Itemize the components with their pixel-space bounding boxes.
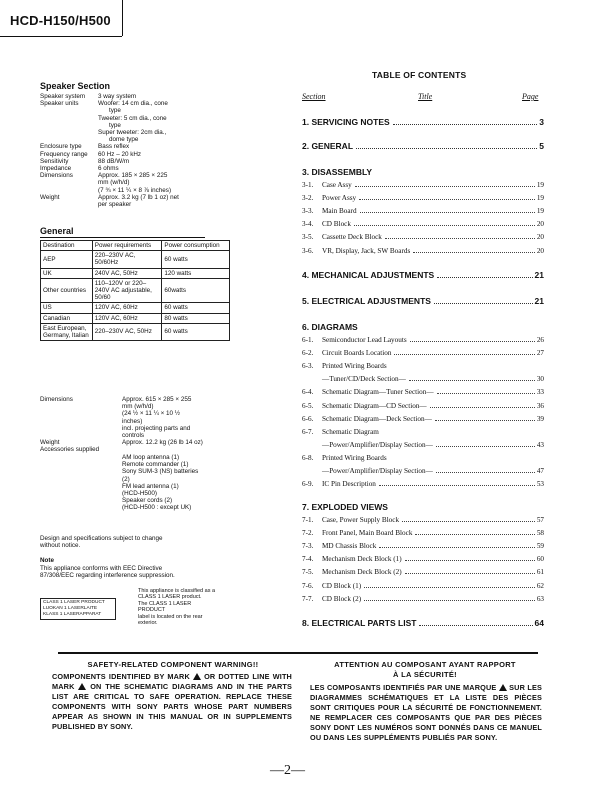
toc-leader: [379, 547, 535, 548]
table-cell: 60 watts: [162, 323, 230, 340]
toc-main-label: 4. MECHANICAL ADJUSTMENTS: [302, 270, 435, 280]
toc-page: 3: [539, 117, 544, 127]
spec-value-line: Woofer: 14 cm dia., cone: [98, 100, 168, 108]
toc-sub-number: 3-2.: [302, 194, 314, 203]
toc-leader: [359, 199, 535, 200]
spec-value-line: per speaker: [98, 201, 132, 209]
general-heading: General: [40, 226, 74, 236]
general-dimensions: [40, 396, 210, 446]
spec-key: Frequency range: [40, 150, 88, 158]
toc-sub-entry: [302, 247, 544, 255]
spec-value-line: Approx. 185 × 285 × 225: [98, 172, 168, 180]
toc-leader: [356, 148, 537, 149]
table-cell: 60watts: [162, 278, 230, 303]
accessories-label: Accessories supplied: [40, 446, 100, 453]
toc-sub-label: Mechanism Deck Block (2): [322, 568, 402, 577]
safety-heading-fr-2: À LA SÉCURITÉ!: [393, 670, 457, 679]
toc-sub-number: 6-8.: [302, 453, 314, 462]
toc-sub-entry: [302, 220, 544, 228]
toc-page: 36: [536, 401, 544, 410]
dim-key: Weight: [40, 439, 60, 447]
spec-value-line: Super tweeter: 2cm dia.,: [98, 129, 167, 137]
safety-heading-en: SAFETY-RELATED COMPONENT WARNING!!: [87, 660, 259, 669]
toc-leader: [394, 354, 534, 355]
toc-sub-label: Schematic Diagram—CD Section—: [322, 401, 427, 410]
spec-key: Speaker system: [40, 93, 86, 100]
toc-page: 39: [536, 414, 544, 423]
speaker-section-heading: Speaker Section: [40, 81, 111, 91]
warning-triangle-icon: [78, 683, 86, 690]
accessory-item: Speaker cords (2): [122, 497, 173, 505]
spec-value: [98, 93, 198, 100]
toc-sub-label: Schematic Diagram: [322, 427, 379, 436]
table-header-cell: Power consumption: [162, 241, 230, 251]
table-cell: Other countries: [41, 278, 93, 303]
toc-sub-number: 6-6.: [302, 414, 314, 423]
toc-page: 43: [536, 440, 544, 449]
laser-text-line: label is located on the rear: [138, 613, 203, 620]
spec-value: [98, 194, 198, 208]
toc-sub-number: 7-2.: [302, 529, 314, 538]
header-divider-vertical: [122, 0, 123, 36]
toc-sub-entry: [302, 542, 544, 550]
toc-main-6: [302, 322, 544, 332]
toc-main-3: [302, 167, 544, 177]
toc-sub-number: 3-6.: [302, 246, 314, 255]
accessory-item: AM loop antenna (1): [122, 454, 180, 461]
toc-sub-number: 6-7.: [302, 427, 314, 436]
table-row: [41, 251, 230, 268]
toc-sub-label: Schematic Diagram—Tuner Section—: [322, 388, 434, 397]
design-line: Design and specifications subject to change: [40, 535, 163, 542]
table-row: [41, 303, 230, 313]
toc-leader: [409, 380, 535, 381]
toc-page: 57: [536, 516, 544, 524]
toc-sub-number: 7-4.: [302, 555, 314, 564]
table-cell: 60 watts: [162, 251, 230, 268]
toc-sub-number: 6-1.: [302, 336, 314, 344]
accessory-item: (2): [122, 475, 130, 483]
toc-sub-label: Main Board: [322, 207, 357, 216]
toc-sub-label: MD Chassis Block: [322, 542, 377, 551]
eec-note: [40, 565, 175, 580]
toc-sub-label: Circuit Boards Location: [322, 349, 392, 358]
table-cell: UK: [41, 268, 93, 278]
toc-page: 5: [539, 141, 544, 151]
toc-page: 20: [536, 233, 544, 242]
toc-main-label: 3. DISASSEMBLY: [302, 167, 373, 177]
toc-sub-entry: [302, 480, 544, 488]
toc-page: 19: [536, 181, 544, 189]
laser-text-line: The CLASS 1 LASER PRODUCT: [138, 600, 192, 614]
safety-heading-fr: ATTENTION AU COMPOSANT AYANT RAPPORT: [334, 660, 516, 669]
toc-sub-label: CD Block (1): [322, 581, 362, 590]
toc-sub-entry: [302, 375, 544, 383]
toc-sub-label: IC Pin Description: [322, 480, 376, 489]
toc-sub-number: 6-2.: [302, 349, 314, 358]
safety-text-fr: LES COMPOSANTS IDENTIFIÉS PAR UNE MARQUE SUR LES DIAGRAMMES SCHÉMATIQUES ET LA LISTE DES PIÈCES SONT CRITIQUES POUR LA SÉCURITÉ DE FONCTIONNEMENT. NE REMPLACER CES COMPOSANTS QUE PAR DES PIÈCES SONY DONT LES NUMÉROS SONT DONNÉS DANS CE MANUEL OU DANS LES SUPPLÉMENTS PUBLIÉS PAR SONY.: [310, 683, 542, 742]
toc-leader: [415, 534, 534, 535]
spec-key: Sensitivity: [40, 157, 69, 165]
toc-leader: [364, 600, 535, 601]
toc-leader: [430, 407, 535, 408]
safety-text-en: COMPONENTS IDENTIFIED BY MARK OR DOTTED LINE WITH MARK ON THE SCHEMATIC DIAGRAMS AND IN THE PARTS LIST ARE CRITICAL TO SAFE OPERATION. REPLACE THESE COMPONENTS WITH SONY PARTS WHOSE PART NUMBERS APPEAR AS SHOWN IN THIS MANUAL OR IN SUPPLEMENTS PUBLISHED BY SONY.: [52, 672, 292, 731]
toc-page: 20: [536, 246, 544, 255]
spec-key: Impedance: [40, 165, 72, 173]
toc-sub-number: 6-4.: [302, 388, 314, 397]
spec-key: Weight: [40, 193, 60, 201]
table-cell: 220–230V AC, 50Hz: [92, 323, 162, 340]
toc-page: 58: [536, 529, 544, 538]
toc-main-label: 1. SERVICING NOTES: [302, 117, 390, 127]
laser-class-label: [40, 598, 116, 620]
toc-page: 26: [536, 336, 544, 344]
spec-row: [40, 194, 198, 208]
toc-sub-entry: [302, 582, 544, 590]
accessory-item: Sony SUM-3 (NS) batteries: [122, 468, 199, 476]
toc-page: 27: [536, 349, 544, 358]
table-cell: 110–120V or 220–240V AC adjustable, 50/60: [92, 278, 162, 303]
dim-value-line: controls: [122, 432, 145, 440]
table-cell: 80 watts: [162, 313, 230, 323]
spec-value: [98, 143, 198, 150]
note-line: 87/308/EEC regarding interference suppression.: [40, 572, 175, 580]
laser-label-line: CLASS 1 LASER PRODUCT: [43, 600, 105, 605]
toc-sub-label: Printed Wiring Boards: [322, 453, 387, 462]
toc-sub-entry: [302, 529, 544, 537]
spec-value-line: Tweeter: 5 cm dia., cone: [98, 114, 167, 122]
dim-value-line: inches): [122, 417, 143, 425]
toc-title: TABLE OF CONTENTS: [372, 70, 467, 80]
table-header-cell: Destination: [41, 241, 93, 251]
toc-leader: [364, 587, 535, 588]
accessory-item: FM lead antenna (1): [122, 482, 179, 490]
spec-value-line: 6 ohms: [98, 165, 119, 173]
toc-main-label: 6. DIAGRAMS: [302, 322, 358, 332]
toc-leader: [410, 341, 535, 342]
toc-sub-entry: [302, 362, 544, 370]
accessory-item: (HCD-H500): [122, 490, 157, 498]
note-line: This appliance conforms with EEC Directive: [40, 565, 163, 572]
toc-sub-number: 3-3.: [302, 207, 314, 216]
toc-sub-label: Cassette Deck Block: [322, 233, 382, 242]
toc-sub-label: —Power/Amplifier/Display Section—: [322, 440, 433, 449]
toc-sub-label: Case Assy: [322, 181, 352, 189]
toc-page: 47: [536, 467, 544, 475]
spec-value-line: mm (w/h/d): [98, 179, 130, 187]
toc-sub-label: Front Panel, Main Board Block: [322, 529, 413, 538]
spec-value-line: 60 Hz – 20 kHz: [98, 150, 142, 158]
spec-key: Dimensions: [40, 172, 73, 180]
table-cell: US: [41, 303, 93, 313]
toc-leader: [393, 124, 538, 125]
toc-sub-entry: [302, 568, 544, 576]
spec-value: [98, 158, 198, 165]
toc-sub-number: 7-1.: [302, 516, 314, 524]
toc-sub-label: Power Assy: [322, 194, 357, 203]
toc-sub-entry: [302, 349, 544, 357]
toc-sub-label: CD Block (2): [322, 594, 362, 603]
toc-leader: [437, 393, 535, 394]
toc-main-label: 2. GENERAL: [302, 141, 354, 151]
toc-sub-label: —Power/Amplifier/Display Section—: [322, 467, 433, 475]
toc-sub-entry: [302, 467, 544, 475]
spec-value-line: Approx. 3.2 kg (7 lb 1 oz) net: [98, 193, 179, 201]
toc-page: 20: [536, 220, 544, 229]
dim-row: [40, 396, 210, 439]
spec-row: [40, 151, 198, 158]
document-title: HCD-H150/H500: [10, 13, 111, 28]
toc-sub-number: 7-7.: [302, 594, 314, 603]
toc-page: 21: [534, 270, 544, 280]
toc-col-section: Section: [302, 92, 326, 101]
spec-value: [98, 100, 198, 143]
toc-sub-number: 3-5.: [302, 233, 314, 242]
laser-class-text: [138, 588, 218, 626]
toc-page: 62: [536, 581, 544, 590]
table-row: [41, 313, 230, 323]
toc-main-1: [302, 117, 544, 127]
toc-sub-number: 7-6.: [302, 581, 314, 590]
table-header-row: [41, 241, 230, 251]
table-cell: 60 watts: [162, 303, 230, 313]
spec-row: [40, 93, 198, 100]
table-cell: 120V AC, 60Hz: [92, 303, 162, 313]
toc-page: 63: [536, 594, 544, 603]
toc-sub-entry: [302, 428, 544, 436]
laser-label-line: LUOKAN 1 LASERLAITE: [43, 606, 98, 611]
spec-value: [98, 165, 198, 172]
toc-sub-number: 3-4.: [302, 220, 314, 229]
table-cell: Canadian: [41, 313, 93, 323]
toc-page: 59: [536, 542, 544, 551]
toc-page: 19: [536, 207, 544, 216]
spec-value-line: 88 dB/W/m: [98, 157, 130, 165]
toc-page: 60: [536, 555, 544, 564]
toc-sub-number: 6-3.: [302, 362, 314, 371]
bottom-rule: [58, 652, 538, 654]
spec-value-line: Bass reflex: [98, 143, 130, 151]
laser-text-line: exterior.: [138, 620, 158, 627]
warning-triangle-icon: [499, 684, 507, 691]
toc-main-2: [302, 141, 544, 151]
toc-sub-entry: [302, 207, 544, 215]
toc-leader: [437, 277, 532, 278]
toc-sub-entry: [302, 181, 544, 189]
toc-sub-number: 7-5.: [302, 568, 314, 577]
toc-sub-entry: [302, 516, 544, 524]
toc-main-5: [302, 296, 544, 306]
spec-value-line: type: [109, 107, 121, 115]
toc-sub-number: 3-1.: [302, 181, 314, 189]
accessories-list: [122, 454, 198, 512]
spec-value-line: 3 way system: [98, 93, 137, 100]
spec-value: [98, 151, 198, 158]
toc-leader: [436, 472, 535, 473]
toc-page: 30: [536, 375, 544, 384]
toc-sub-entry: [302, 595, 544, 603]
table-header-cell: Power requirements: [92, 241, 162, 251]
toc-page: 53: [536, 480, 544, 489]
dim-value-line: (24 ½ × 11 ¼ × 10 ½: [122, 410, 180, 418]
toc-main-8: [302, 618, 544, 628]
toc-leader: [405, 573, 535, 574]
toc-main-label: 5. ELECTRICAL ADJUSTMENTS: [302, 296, 431, 306]
toc-sub-number: 7-3.: [302, 542, 314, 551]
toc-main-4: [302, 270, 544, 280]
spec-key: Speaker units: [40, 100, 79, 108]
toc-sub-entry: [302, 441, 544, 449]
toc-leader: [436, 446, 535, 447]
table-cell: 240V AC, 50Hz: [92, 268, 162, 278]
toc-leader: [385, 238, 535, 239]
toc-leader: [402, 521, 535, 522]
toc-sub-entry: [302, 402, 544, 410]
design-note: [40, 535, 163, 550]
spec-value-line: dome type: [109, 136, 139, 144]
laser-text-line: This appliance is classified as a: [138, 588, 216, 594]
table-cell: East European, Germany, Italian: [41, 323, 93, 340]
toc-main-label: 7. EXPLODED VIEWS: [302, 502, 388, 512]
general-underline: [40, 237, 205, 238]
accessory-item: Remote commander (1): [122, 461, 189, 469]
note-label: Note: [40, 557, 54, 564]
spec-value-line: (7 ¾ × 11 ¼ × 8 ⅞ inches): [98, 186, 172, 194]
spec-row: [40, 172, 198, 194]
toc-sub-label: Mechanism Deck Block (1): [322, 555, 402, 564]
toc-sub-label: Printed Wiring Boards: [322, 362, 387, 371]
dim-value-line: mm (w/h/d): [122, 403, 154, 411]
toc-sub-entry: [302, 454, 544, 462]
spec-row: [40, 100, 198, 143]
toc-sub-label: CD Block: [322, 220, 351, 229]
toc-leader: [360, 212, 535, 213]
dim-value: [122, 396, 210, 439]
laser-label-line: KLASS 1 LASERAPPARAT: [43, 612, 102, 617]
laser-text-line: CLASS 1 LASER product.: [138, 594, 202, 601]
dim-value-line: Approx. 615 × 285 × 255: [122, 396, 192, 403]
spec-value: [98, 172, 198, 194]
design-line: without notice.: [40, 542, 81, 550]
table-cell: 120V AC, 60Hz: [92, 313, 162, 323]
toc-leader: [355, 186, 535, 187]
toc-sub-entry: [302, 336, 544, 344]
toc-page: 19: [536, 194, 544, 203]
accessory-item: (HCD-H500 : except UK): [122, 504, 192, 512]
table-cell: 220–230V AC, 50/60Hz: [92, 251, 162, 268]
toc-sub-label: —Tuner/CD/Deck Section—: [322, 375, 406, 384]
spec-value-line: type: [109, 121, 121, 129]
toc-leader: [354, 225, 535, 226]
toc-sub-entry: [302, 388, 544, 396]
toc-leader: [405, 560, 535, 561]
toc-page: 61: [536, 568, 544, 577]
toc-sub-label: VR, Display, Jack, SW Boards: [322, 246, 411, 255]
toc-leader: [419, 625, 532, 626]
toc-col-page: Page: [522, 92, 539, 101]
toc-main-7: [302, 502, 544, 512]
toc-main-label: 8. ELECTRICAL PARTS LIST: [302, 618, 417, 628]
toc-sub-number: 6-9.: [302, 480, 314, 489]
toc-leader: [434, 303, 533, 304]
speaker-specs: [40, 93, 198, 208]
toc-page: 21: [534, 296, 544, 306]
table-cell: 120 watts: [162, 268, 230, 278]
table-row: [41, 268, 230, 278]
table-cell: AEP: [41, 251, 93, 268]
toc-leader: [435, 420, 535, 421]
spec-row: [40, 158, 198, 165]
toc-sub-entry: [302, 233, 544, 241]
dim-value-line: incl. projecting parts and: [122, 424, 191, 432]
toc-sub-number: 6-5.: [302, 401, 314, 410]
power-table: [40, 240, 230, 341]
spec-row: [40, 165, 198, 172]
spec-key: Enclosure type: [40, 143, 82, 151]
spec-row: [40, 143, 198, 150]
toc-col-title: Title: [418, 92, 433, 101]
toc-sub-entry: [302, 555, 544, 563]
header-divider-horizontal: [0, 36, 122, 37]
table-row: [41, 278, 230, 303]
toc-sub-entry: [302, 194, 544, 202]
toc-sub-label: Schematic Diagram—Deck Section—: [322, 414, 432, 423]
toc-sub-label: Semiconductor Lead Layouts: [322, 336, 407, 344]
dim-key: Dimensions: [40, 396, 73, 403]
toc-leader: [379, 485, 535, 486]
toc-sub-entry: [302, 415, 544, 423]
toc-page: 64: [534, 618, 544, 628]
page-number: —2—: [270, 763, 305, 778]
dim-value-line: Approx. 12.2 kg (26 lb 14 oz): [122, 439, 203, 447]
dim-value: [122, 439, 210, 446]
toc-leader: [413, 252, 535, 253]
table-row: [41, 323, 230, 340]
toc-sub-label: Case, Power Supply Block: [322, 516, 400, 524]
warning-triangle-icon: [193, 673, 201, 680]
toc-page: 33: [536, 388, 544, 397]
